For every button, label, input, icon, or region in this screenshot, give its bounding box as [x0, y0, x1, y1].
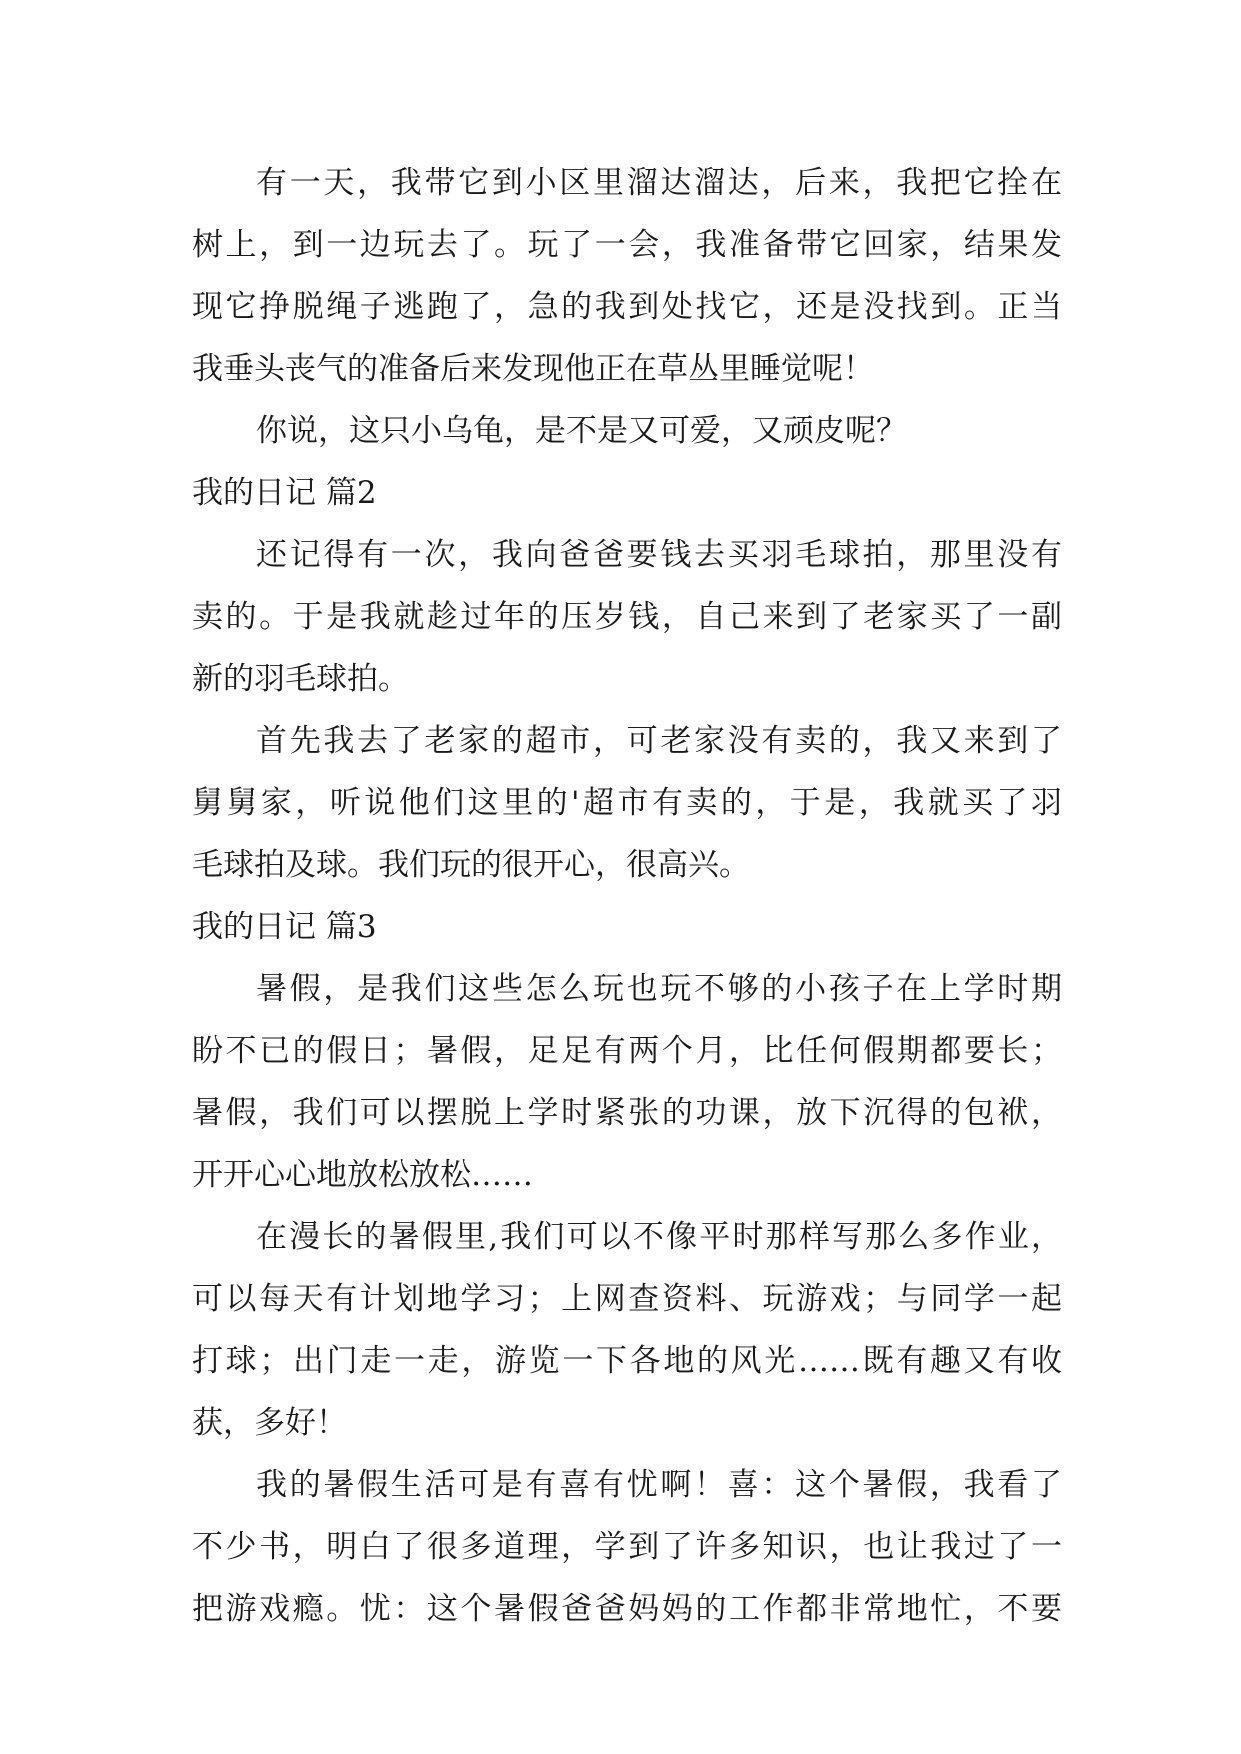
- text-line: 把游戏瘾。忧：这个暑假爸爸妈妈的工作都非常地忙，不要: [192, 1591, 1062, 1627]
- text-line: 还记得有一次，我向爸爸要钱去买羽毛球拍，那里没有: [256, 537, 1062, 573]
- text-line: 不少书，明白了很多道理，学到了许多知识，也让我过了一: [192, 1529, 1062, 1565]
- paragraph: [192, 958, 1062, 1206]
- paragraph: [192, 710, 1062, 896]
- paragraph: [192, 524, 1062, 710]
- paragraph: [192, 152, 1062, 400]
- text-line: 我的暑假生活可是有喜有忧啊！喜：这个暑假，我看了: [256, 1467, 1062, 1503]
- text-line: 树上，到一边玩去了。玩了一会，我准备带它回家，结果发: [192, 227, 1062, 263]
- text-line: 现它挣脱绳子逃跑了，急的我到处找它，还是没找到。正当: [192, 289, 1062, 325]
- paragraph: [192, 1454, 1062, 1640]
- paragraph: [192, 400, 1062, 462]
- text-line: 你说，这只小乌龟，是不是又可爱，又顽皮呢？: [256, 413, 907, 449]
- text-line: 暑假，是我们这些怎么玩也玩不够的小孩子在上学时期: [256, 971, 1062, 1007]
- text-line: 舅舅家，听说他们这里的'超市有卖的，于是，我就买了羽: [192, 785, 1062, 821]
- paragraph: [192, 1206, 1062, 1454]
- text-line: 暑假，我们可以摆脱上学时紧张的功课，放下沉得的包袱，: [192, 1095, 1062, 1131]
- text-line: 首先我去了老家的超市，可老家没有卖的，我又来到了: [256, 723, 1062, 759]
- text-line: 我垂头丧气的准备后来发现他正在草丛里睡觉呢！: [192, 351, 874, 387]
- section-heading: 我的日记 篇3: [192, 909, 377, 945]
- text-line: 可以每天有计划地学习；上网查资料、玩游戏；与同学一起: [192, 1281, 1062, 1317]
- text-line: 开开心心地放松放松……: [192, 1157, 533, 1193]
- text-line: 新的羽毛球拍。: [192, 661, 409, 697]
- document-page: [192, 152, 1062, 1640]
- text-line: 卖的。于是我就趁过年的压岁钱，自己来到了老家买了一副: [192, 599, 1062, 635]
- text-line: 盼不已的假日；暑假，足足有两个月，比任何假期都要长；: [192, 1033, 1062, 1069]
- text-line: 有一天，我带它到小区里溜达溜达，后来，我把它拴在: [256, 165, 1062, 201]
- text-line: 毛球拍及球。我们玩的很开心，很高兴。: [192, 847, 750, 883]
- text-line: 获，多好！: [192, 1405, 347, 1441]
- text-line: 在漫长的暑假里,我们可以不像平时那样写那么多作业，: [256, 1219, 1062, 1255]
- text-line: 打球；出门走一走，游览一下各地的风光……既有趣又有收: [192, 1343, 1062, 1379]
- section-heading: 我的日记 篇2: [192, 475, 377, 511]
